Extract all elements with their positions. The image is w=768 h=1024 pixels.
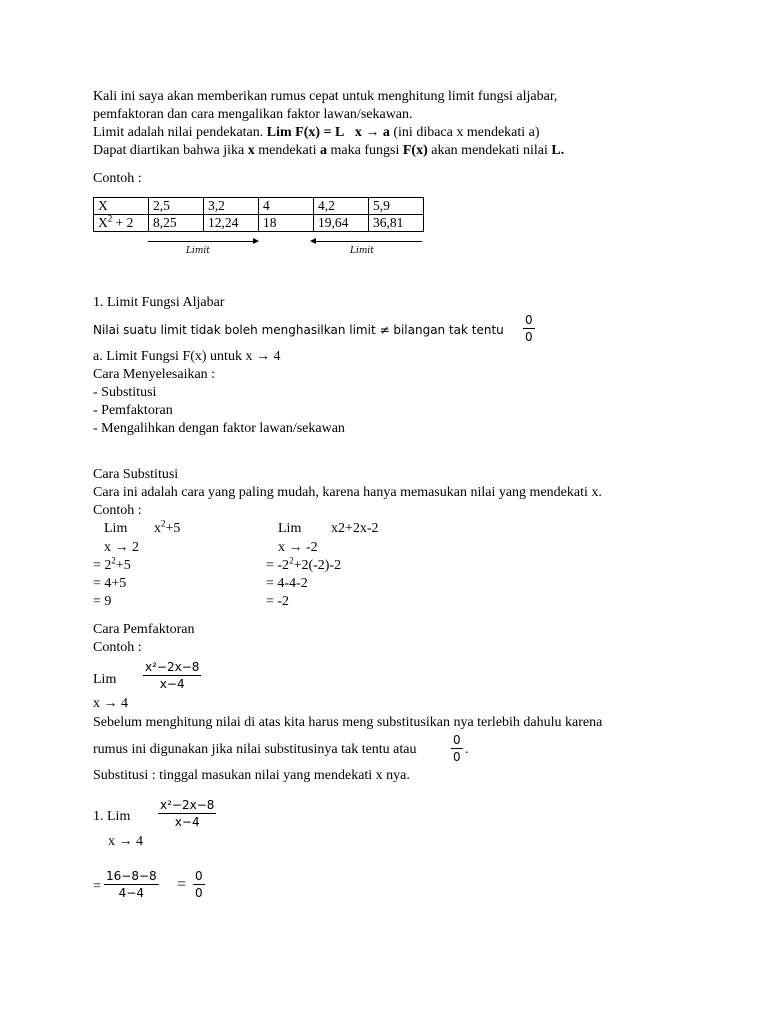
table-cell: 4 [259, 198, 314, 215]
table-cell [94, 215, 149, 232]
approach-right: x → -2 [278, 540, 318, 555]
table-cell: 18 [259, 215, 314, 232]
lim-right: Lim [278, 521, 302, 536]
frac-num: 16−8−8 [106, 869, 157, 883]
intro-line-4-a: Dapat diartikan bahwa jika [93, 143, 248, 158]
example-approach: x → 4 [108, 834, 143, 849]
table-cell: 5,9 [369, 198, 424, 215]
intro-line-3-pre: Limit adalah nilai pendekatan. [93, 125, 267, 140]
expr-left [154, 520, 180, 538]
pemfaktoran-lim: Lim [93, 672, 117, 687]
arrow-left-head [310, 238, 316, 244]
step-a: = 2 [93, 558, 112, 573]
table-cell: 2,5 [149, 198, 204, 215]
frac-den: 0 [453, 750, 461, 764]
limit-label-right: Limit [350, 246, 374, 256]
cell-sup: 2 [107, 213, 113, 224]
table-cell: 4,2 [314, 198, 369, 215]
step-b: +2(-2)-2 [293, 558, 342, 573]
example-lim: 1. Lim [93, 809, 131, 824]
pemfaktoran-approach: x → 4 [93, 696, 128, 711]
step-right-3: = -2 [266, 594, 290, 609]
step-sup: 2 [289, 555, 294, 566]
expr-sup: 2 [161, 518, 166, 529]
method-item: - Mengalihkan dengan faktor lawan/sekawan [93, 421, 345, 436]
intro-line-4 [93, 142, 564, 160]
contoh-label: Contoh : [93, 171, 142, 186]
intro-line-4-d: a [320, 143, 328, 158]
pemfaktoran-fraction [143, 660, 201, 691]
frac-den: 0 [195, 886, 203, 900]
step-right-2: = 4-4-2 [266, 576, 308, 591]
calc-fraction [104, 869, 159, 900]
limit-table [93, 197, 424, 232]
step-b: +5 [115, 558, 131, 573]
lim-left: Lim [104, 521, 128, 536]
step-left-2: = 4+5 [93, 576, 127, 591]
frac-den: x−4 [159, 677, 185, 691]
expr-rest: +5 [165, 521, 181, 536]
substitusi-desc: Cara ini adalah cara yang paling mudah, karena hanya memasukan nilai yang mendekati x. [93, 485, 602, 500]
table-cell: 8,25 [149, 215, 204, 232]
table-row [94, 215, 424, 232]
frac-den: 0 [525, 330, 533, 344]
substitusi-title: Cara Substitusi [93, 467, 179, 482]
step-left-3: = 9 [93, 594, 112, 609]
pemfaktoran-p3: Substitusi : tinggal masukan nilai yang mendekati x nya. [93, 768, 410, 783]
frac-num: 0 [453, 733, 461, 747]
arrow-right-head [253, 238, 259, 244]
arrow-right-line [148, 241, 254, 242]
equals-sign: = [177, 876, 187, 893]
cell-x: X [98, 215, 108, 230]
section-title: 1. Limit Fungsi Aljabar [93, 295, 225, 310]
table-cell: 36,81 [369, 215, 424, 232]
cara-title: Cara Menyelesaikan : [93, 367, 216, 382]
intro-line-1: Kali ini saya akan memberikan rumus cepat untuk menghitung limit fungsi aljabar, [93, 89, 558, 104]
table-cell: X [94, 198, 149, 215]
pemfaktoran-contoh: Contoh : [93, 640, 142, 655]
intro-line-3-space [344, 125, 355, 140]
intro-line-2: pemfaktoran dan cara mengalikan faktor lawan/sekawan. [93, 107, 413, 122]
section-note: Nilai suatu limit tidak boleh menghasilkan limit ≠ bilangan tak tentu [93, 323, 504, 337]
frac-num: 0 [525, 313, 533, 327]
example-fraction [158, 798, 216, 829]
frac-num: 0 [195, 869, 203, 883]
table-row [94, 198, 424, 215]
expr-base: x [154, 521, 161, 536]
intro-line-4-g: akan mendekati nilai [427, 143, 552, 158]
pemfaktoran-p2: rumus ini digunakan jika nilai substitusinya tak tentu atau [93, 742, 417, 757]
limit-notation: Lim F(x) = L [266, 125, 345, 140]
equals-sign: = [93, 879, 101, 894]
frac-num: x²−2x−8 [145, 660, 200, 674]
zero-over-zero [451, 733, 463, 764]
substitusi-contoh: Contoh : [93, 503, 142, 518]
cell-rest: + 2 [112, 215, 134, 230]
pemfaktoran-p1: Sebelum menghitung nilai di atas kita harus meng substitusikan nya terlebih dahulu karena [93, 715, 603, 730]
method-item: - Substitusi [93, 385, 157, 400]
table-cell: 19,64 [314, 215, 369, 232]
approach-left: x → 2 [104, 540, 139, 555]
table-cell: 12,24 [204, 215, 259, 232]
intro-line-4-f: F(x) [402, 143, 428, 158]
limit-label-left: Limit [186, 246, 210, 256]
zero-over-zero [523, 313, 535, 344]
intro-line-3-post: (ini dibaca x mendekati a) [389, 125, 540, 140]
method-item: - Pemfaktoran [93, 403, 173, 418]
intro-line-4-b: x [247, 143, 255, 158]
step-right-1 [266, 557, 341, 575]
intro-line-4-h: L. [551, 143, 565, 158]
intro-line-3 [93, 124, 540, 142]
approach-notation: x → a [354, 125, 390, 140]
step-left-1 [93, 557, 131, 575]
arrow-left-line [316, 241, 422, 242]
intro-line-4-c: mendekati [254, 143, 321, 158]
table-cell: 3,2 [204, 198, 259, 215]
zero-over-zero [193, 869, 205, 900]
step-sup: 2 [111, 555, 116, 566]
pemfaktoran-p2-end: . [465, 742, 469, 757]
frac-den: 4−4 [118, 886, 144, 900]
step-a: = -2 [266, 558, 290, 573]
frac-num: x²−2x−8 [160, 798, 215, 812]
sub-a-line: a. Limit Fungsi F(x) untuk x → 4 [93, 349, 281, 364]
pemfaktoran-title: Cara Pemfaktoran [93, 622, 195, 637]
intro-line-4-e: maka fungsi [327, 143, 403, 158]
frac-den: x−4 [174, 815, 200, 829]
expr-right: x2+2x-2 [331, 521, 379, 536]
